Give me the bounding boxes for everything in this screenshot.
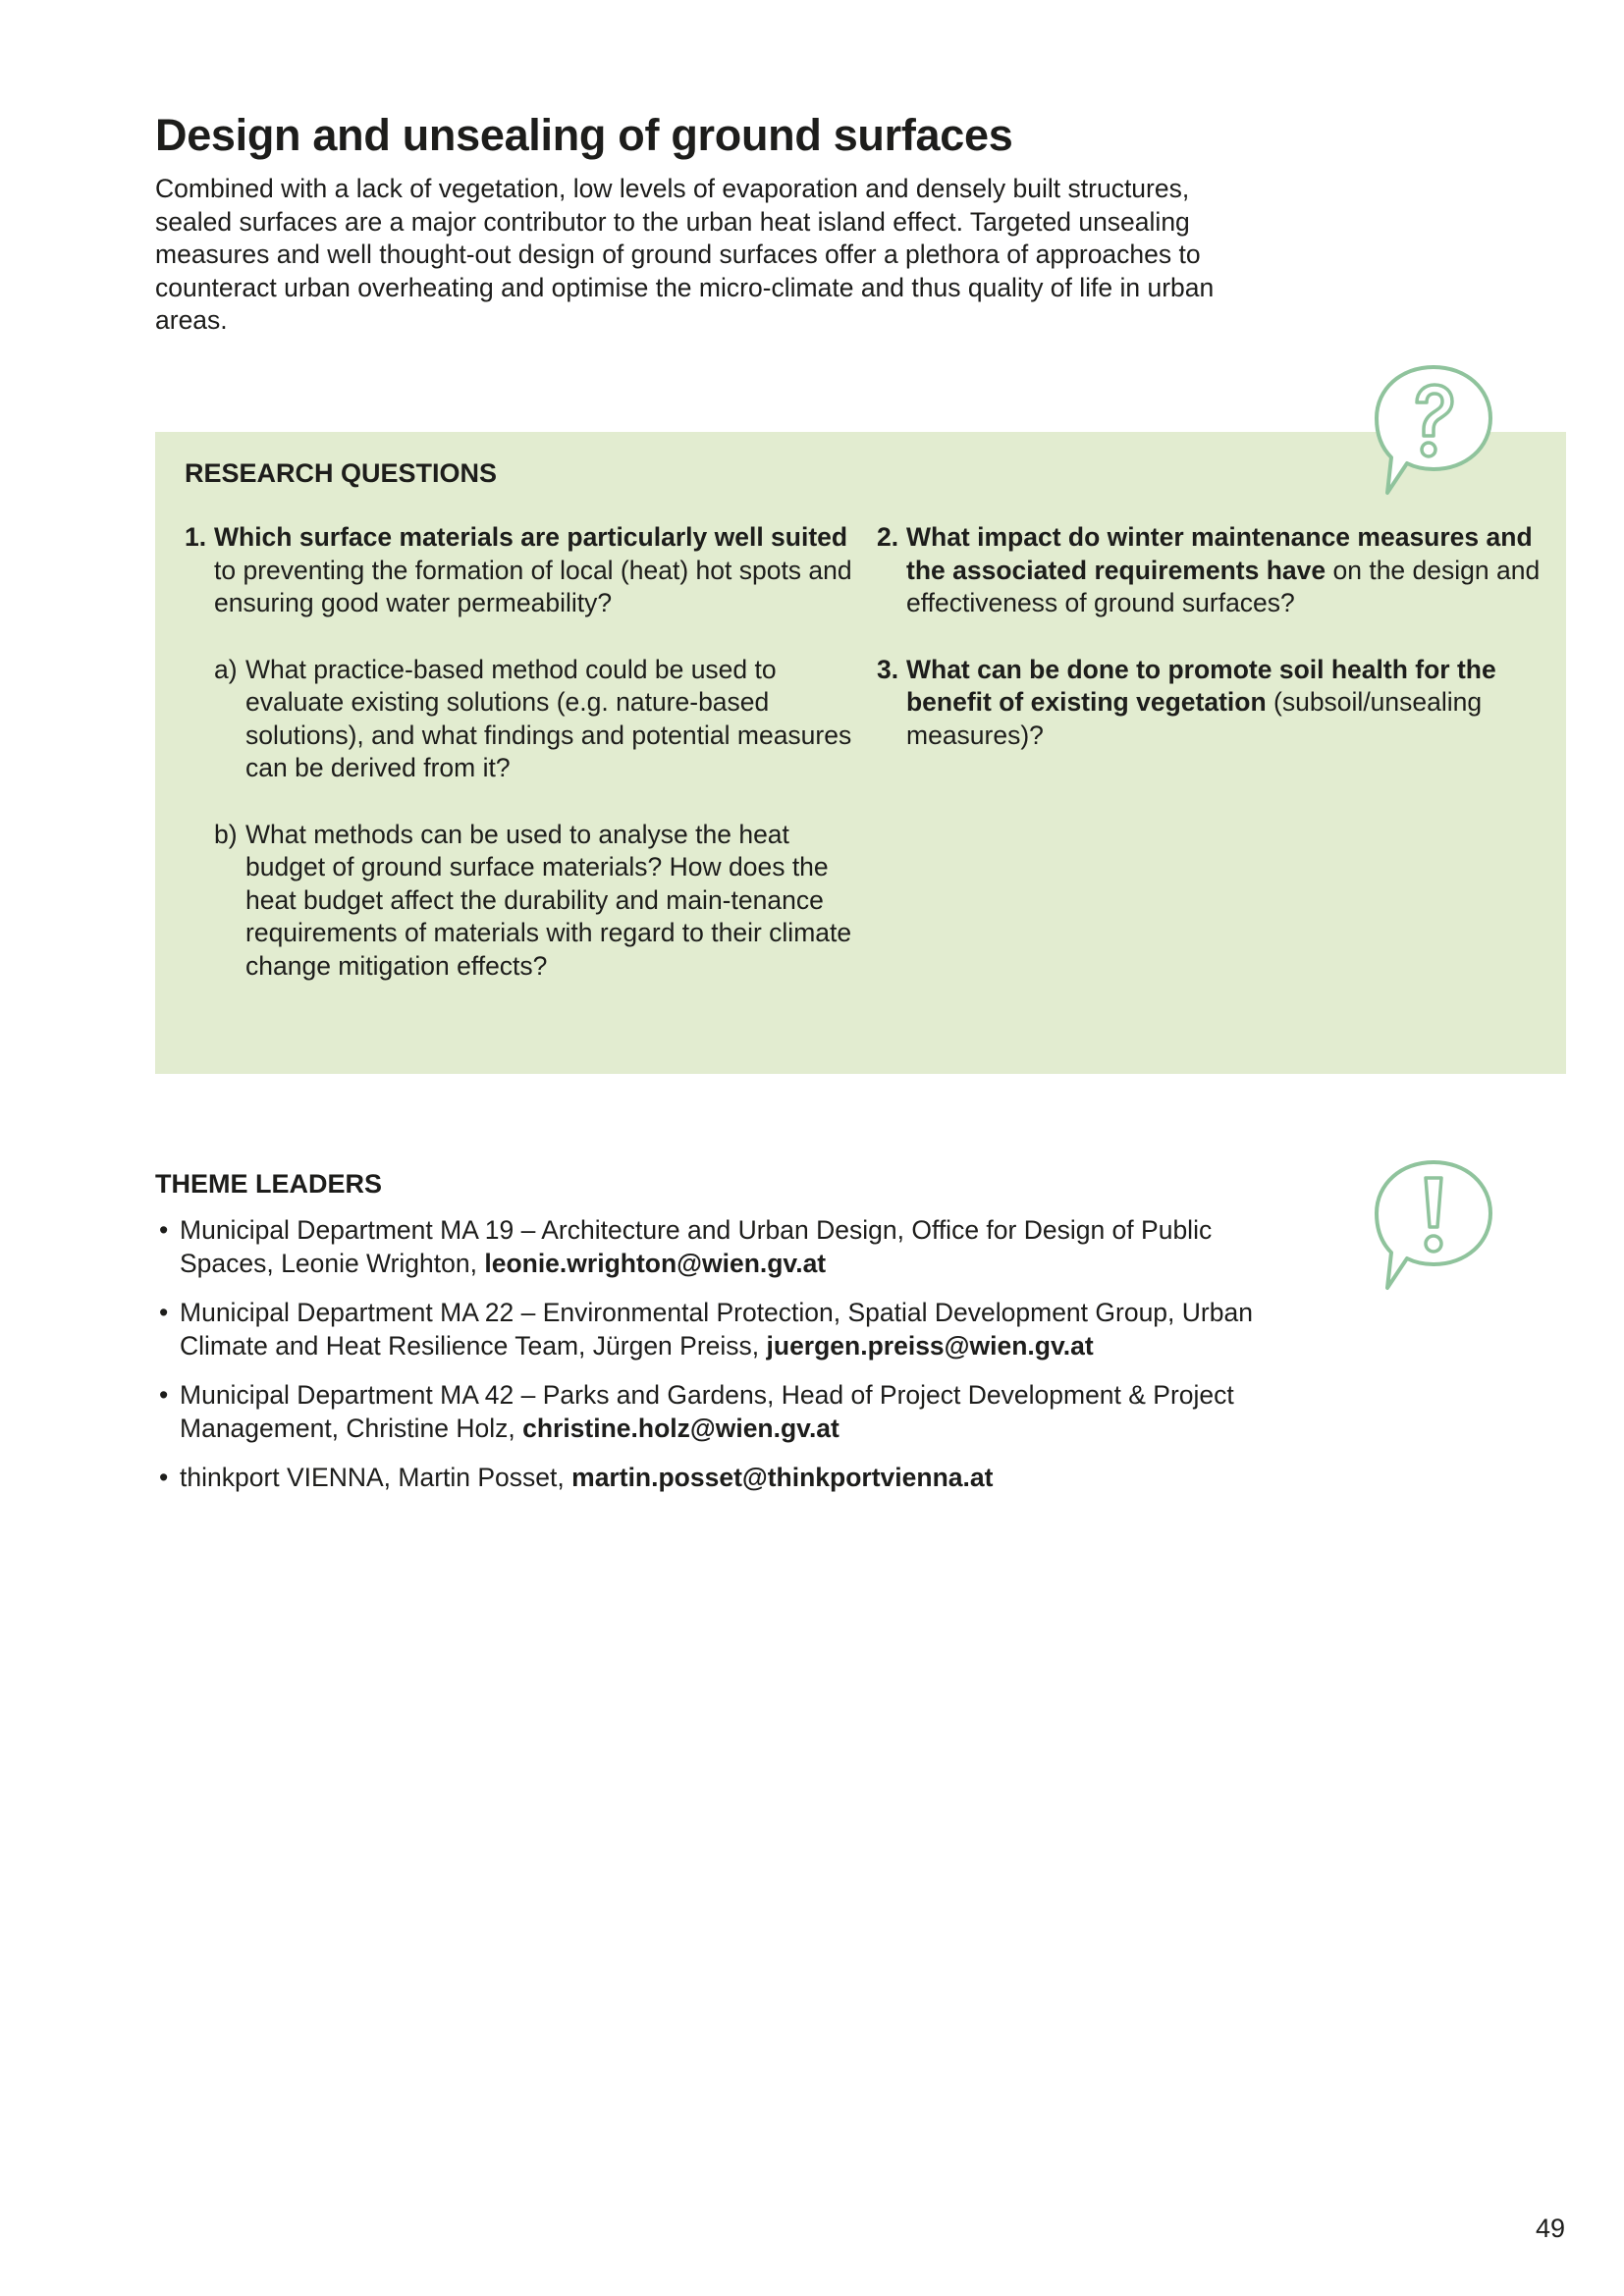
question-number: 3. — [877, 654, 899, 684]
theme-leader-email: christine.holz@wien.gv.at — [522, 1413, 839, 1443]
sub-question-text: What methods can be used to analyse the heat budget of ground surface materials? How does the heat budget affect the durability and main-tenance requirements of materials with regard to their climate change mitigation effects? — [245, 819, 852, 981]
question-number: 2. — [877, 522, 899, 552]
theme-leader-email: martin.posset@thinkportvienna.at — [571, 1463, 994, 1492]
research-question-1b — [185, 819, 852, 984]
theme-leader-item — [155, 1297, 1255, 1362]
sub-question-label: b) — [214, 819, 238, 849]
question-text: (subsoil/unsealing measures)? — [906, 687, 1483, 750]
theme-leader-text: Municipal Department MA 19 – Architecture and Urban Design, Office for Design of Public Spaces, Leonie Wrighton, — [180, 1215, 1213, 1278]
question-speech-bubble-icon — [1370, 361, 1497, 499]
theme-leader-item — [155, 1379, 1255, 1445]
sub-question-text: What practice-based method could be used to evaluate existing solutions (e.g. nature-based solutions), and what findings and potential measures can be derived from it? — [245, 654, 852, 782]
question-emphasis: What can be done to promote soil health for the benefit of existing vegetation — [906, 654, 1496, 717]
exclamation-speech-bubble-icon — [1370, 1156, 1497, 1294]
research-question-3 — [877, 654, 1544, 753]
bullet-icon: • — [159, 1215, 169, 1245]
page-title: Design and unsealing of ground surfaces — [155, 110, 1013, 160]
research-question-2 — [877, 521, 1544, 620]
research-question-1 — [185, 521, 852, 620]
bullet-icon: • — [159, 1298, 169, 1327]
question-number: 1. — [185, 522, 207, 552]
theme-leader-email: juergen.preiss@wien.gv.at — [766, 1330, 1094, 1361]
theme-leaders-list — [155, 1214, 1255, 1512]
page-number: 49 — [1535, 2214, 1565, 2243]
bullet-icon: • — [159, 1463, 169, 1492]
question-emphasis: What impact do winter maintenance measures and the associated requirements have — [906, 522, 1533, 585]
research-questions-right-column — [877, 521, 1544, 785]
research-questions-heading: RESEARCH QUESTIONS — [185, 458, 498, 488]
question-emphasis: Which surface materials are particularly well suited — [214, 522, 848, 552]
theme-leader-text: Municipal Department MA 22 – Environmental Protection, Spatial Development Group, Urban Climate and Heat Resilience Team, Jürgen Preiss, — [180, 1298, 1253, 1361]
research-questions-left-column — [185, 521, 852, 1016]
question-text: to preventing the formation of local (heat) hot spots and ensuring good water permeability? — [214, 555, 852, 617]
intro-paragraph: Combined with a lack of vegetation, low levels of evaporation and densely built structures, sealed surfaces are a major contributor to the urban heat island effect. Targeted unsealing measures and well thought-out design of ground surfaces offer a plethora of approaches to counteract urban overheating and optimise the micro-climate and thus quality of life in urban areas. — [155, 174, 1215, 335]
theme-leader-item — [155, 1462, 1255, 1495]
theme-leader-email: leonie.wrighton@wien.gv.at — [484, 1248, 827, 1278]
theme-leader-text: Municipal Department MA 42 – Parks and Gardens, Head of Project Development & Project Management, Christine Holz, — [180, 1380, 1234, 1443]
question-text: on the design and effectiveness of ground surfaces? — [906, 555, 1541, 617]
theme-leaders-heading: THEME LEADERS — [155, 1169, 383, 1199]
theme-leader-item — [155, 1214, 1255, 1280]
theme-leader-text: thinkport VIENNA, Martin Posset, — [180, 1463, 572, 1492]
sub-question-label: a) — [214, 654, 238, 684]
research-question-1a — [185, 654, 852, 785]
bullet-icon: • — [159, 1380, 169, 1410]
